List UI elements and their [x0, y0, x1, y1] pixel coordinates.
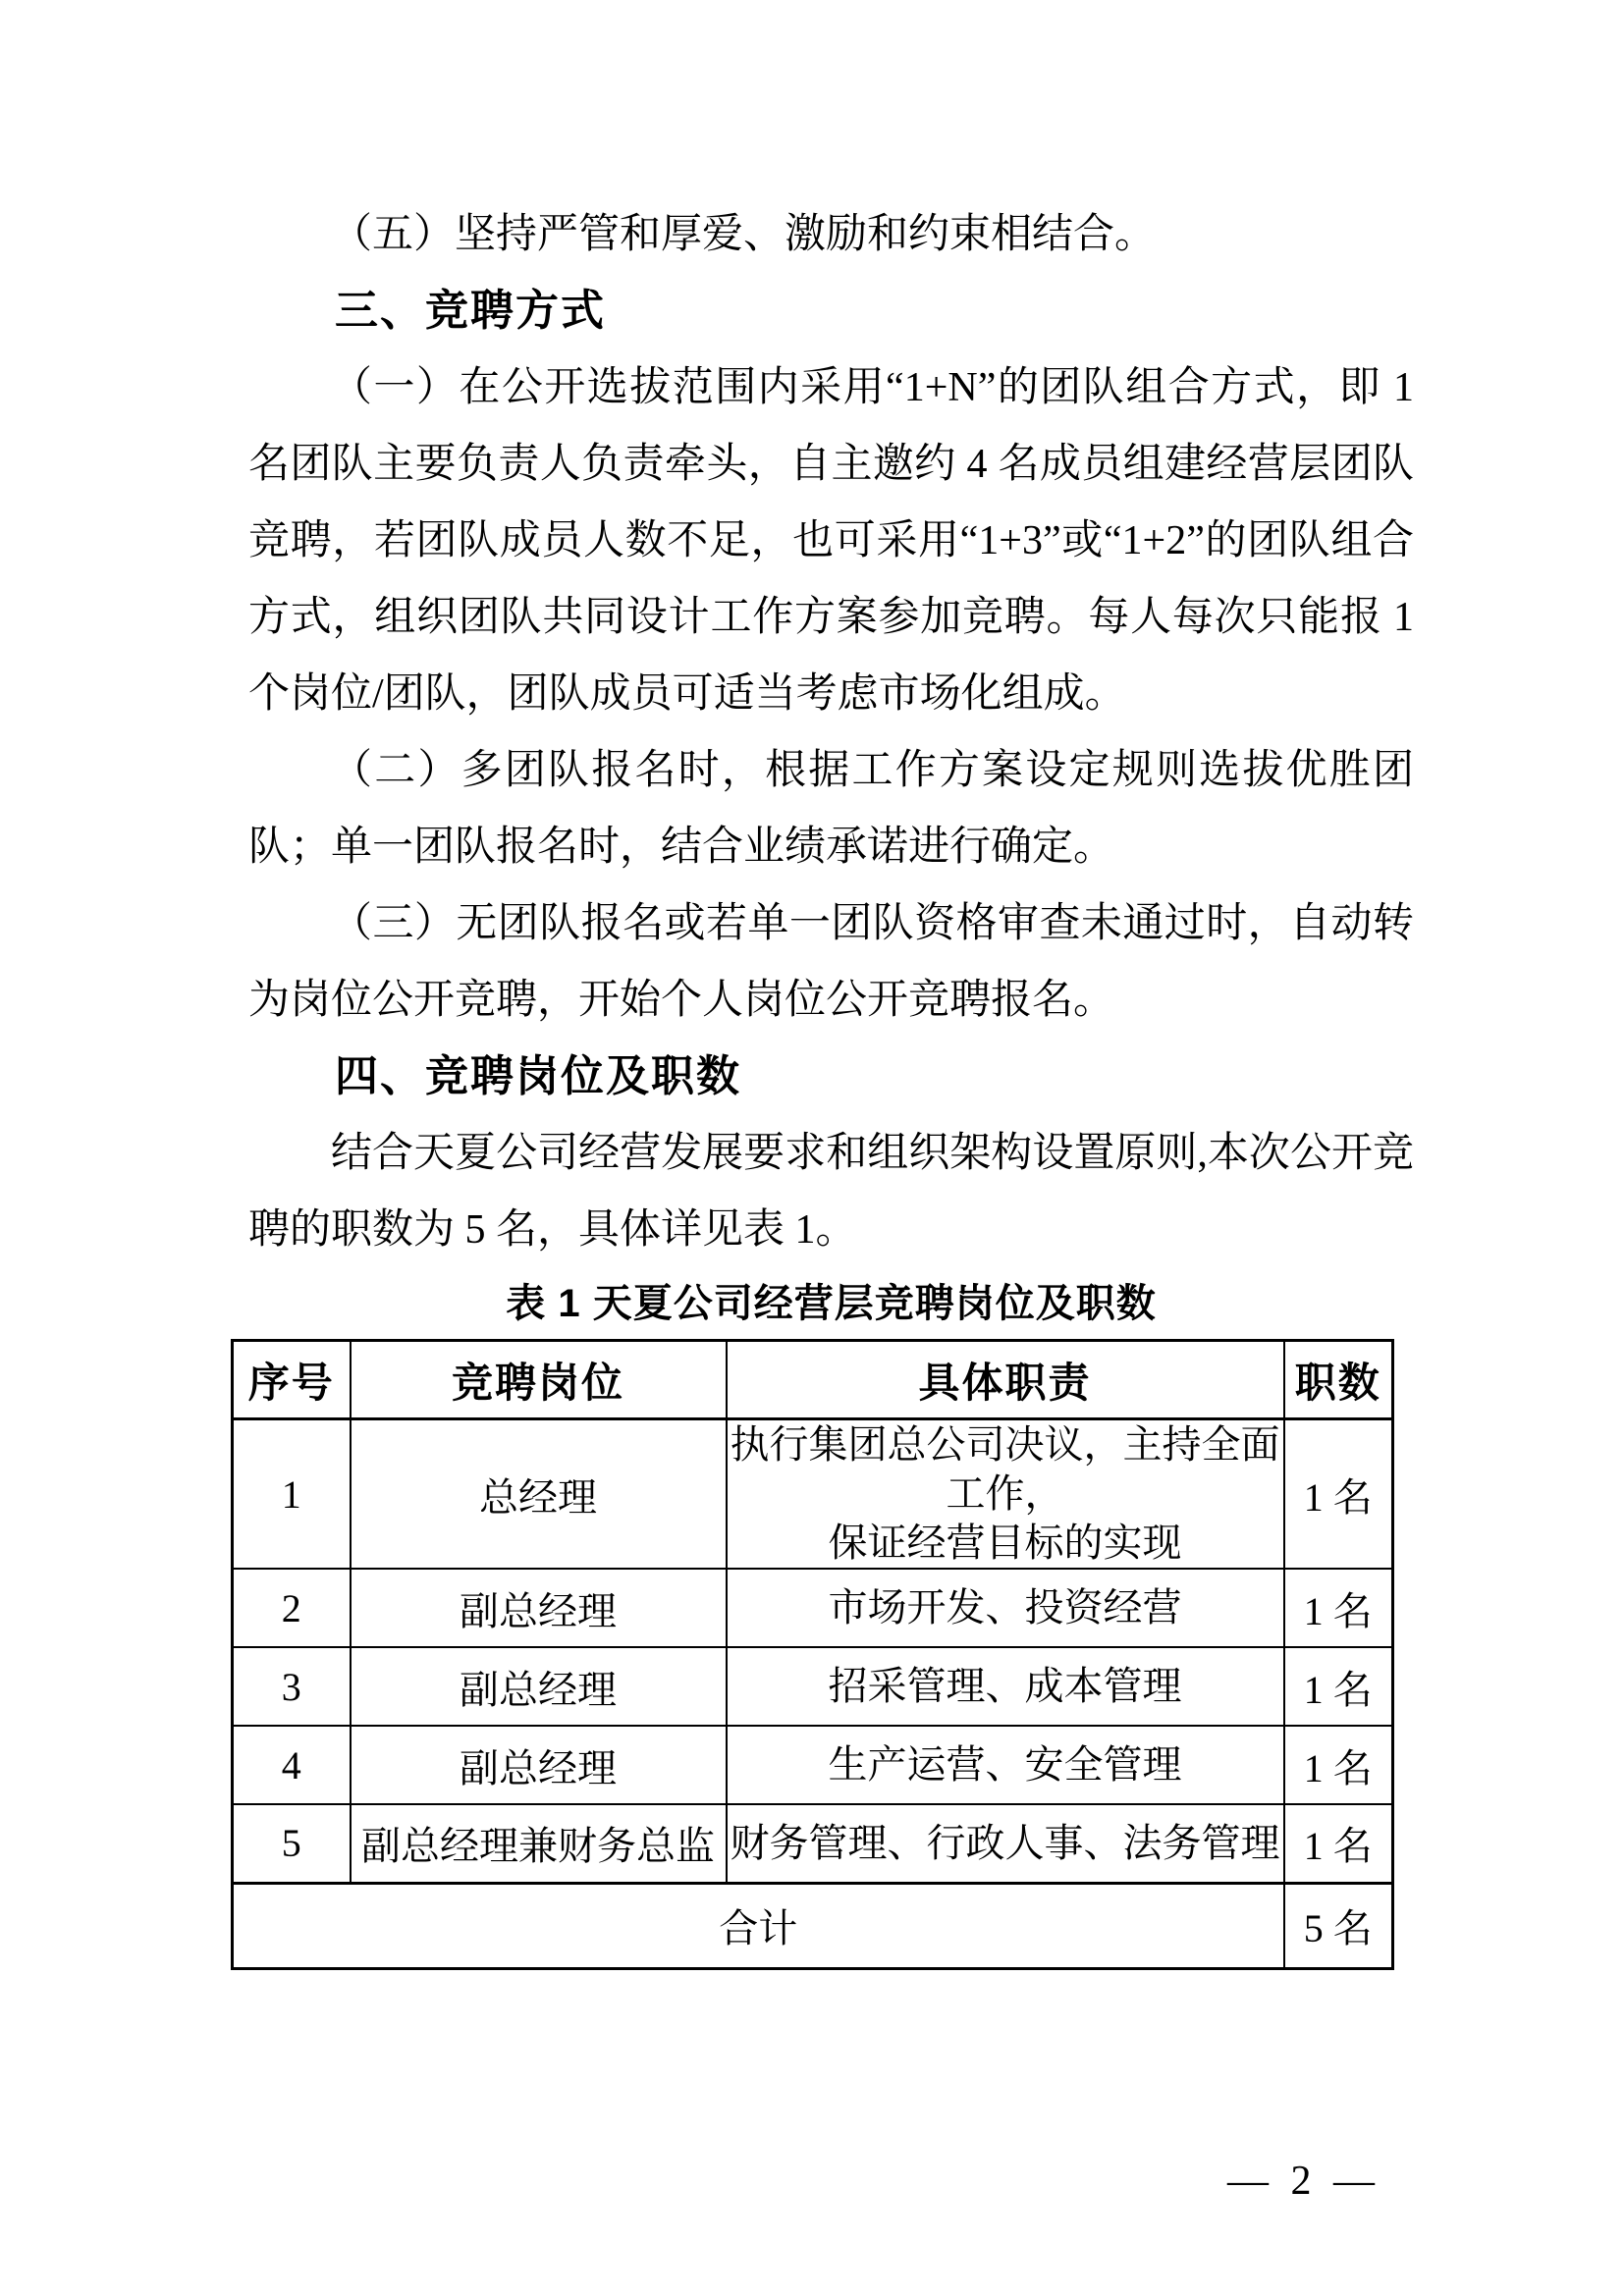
column-header-post: 竞聘岗位 — [351, 1341, 727, 1419]
section-heading-4: 四、竞聘岗位及职数 — [335, 1052, 741, 1100]
cell-post: 副总经理兼财务总监 — [351, 1804, 727, 1883]
column-header-duty: 具体职责 — [727, 1341, 1284, 1419]
cell-post: 副总经理 — [351, 1569, 727, 1647]
column-header-no: 序号 — [233, 1341, 351, 1419]
table-total-row — [233, 1883, 1393, 1968]
cell-total-count: 5 名 — [1284, 1883, 1393, 1968]
cell-post: 副总经理 — [351, 1647, 727, 1726]
cell-count: 1 名 — [1284, 1419, 1393, 1570]
cell-post: 副总经理 — [351, 1726, 727, 1804]
table-caption: 表 1 天夏公司经营层竞聘岗位及职数 — [506, 1282, 1157, 1325]
table-row — [233, 1569, 1393, 1647]
cell-count: 1 名 — [1284, 1647, 1393, 1726]
table-row — [233, 1804, 1393, 1883]
column-header-count: 职数 — [1284, 1341, 1393, 1419]
paragraph-3-3: （三）无团队报名或若单一团队资格审查未通过时，自动转为岗位公开竞聘，开始个人岗位公开竞聘报名。 — [248, 901, 1414, 1023]
cell-count: 1 名 — [1284, 1726, 1393, 1804]
cell-no: 3 — [233, 1647, 351, 1726]
cell-count: 1 名 — [1284, 1804, 1393, 1883]
paragraph-3-2: （二）多团队报名时，根据工作方案设定规则选拔优胜团队；单一团队报名时，结合业绩承诺进行确定。 — [248, 748, 1414, 870]
table-row — [233, 1726, 1393, 1804]
cell-no: 2 — [233, 1569, 351, 1647]
cell-duty: 生产运营、安全管理 — [727, 1726, 1284, 1804]
cell-duty: 招采管理、成本管理 — [727, 1647, 1284, 1726]
cell-no: 5 — [233, 1804, 351, 1883]
cell-post: 总经理 — [351, 1419, 727, 1570]
table-row — [233, 1647, 1393, 1726]
table-row — [233, 1419, 1393, 1570]
cell-duty: 执行集团总公司决议，主持全面工作， 保证经营目标的实现 — [727, 1419, 1284, 1570]
page-number: — 2 — — [1227, 2159, 1380, 2204]
cell-total-label: 合计 — [233, 1883, 1284, 1968]
table-header-row — [233, 1341, 1393, 1419]
cell-duty: 市场开发、投资经营 — [727, 1569, 1284, 1647]
cell-no: 1 — [233, 1419, 351, 1570]
position-table — [231, 1339, 1394, 1970]
section-heading-3: 三、竞聘方式 — [335, 287, 606, 335]
paragraph-4-1: 结合天夏公司经营发展要求和组织架构设置原则,本次公开竞聘的职数为 5 名，具体详见表 1。 — [248, 1131, 1414, 1253]
paragraph-item-5: （五）坚持严管和厚爱、激励和约束相结合。 — [331, 212, 1157, 257]
cell-no: 4 — [233, 1726, 351, 1804]
cell-count: 1 名 — [1284, 1569, 1393, 1647]
paragraph-3-1: （一）在公开选拔范围内采用“1+N”的团队组合方式，即 1 名团队主要负责人负责牵头，自主邀约 4 名成员组建经营层团队竞聘，若团队成员人数不足，也可采用“1+3”或“1+2”的团队组合方式，组织团队共同设计工作方案参加竞聘。每人每次只能报 1 个岗位/团队，团队成员可适当考虑市场化组成。 — [248, 365, 1414, 717]
cell-duty: 财务管理、行政人事、法务管理 — [727, 1804, 1284, 1883]
